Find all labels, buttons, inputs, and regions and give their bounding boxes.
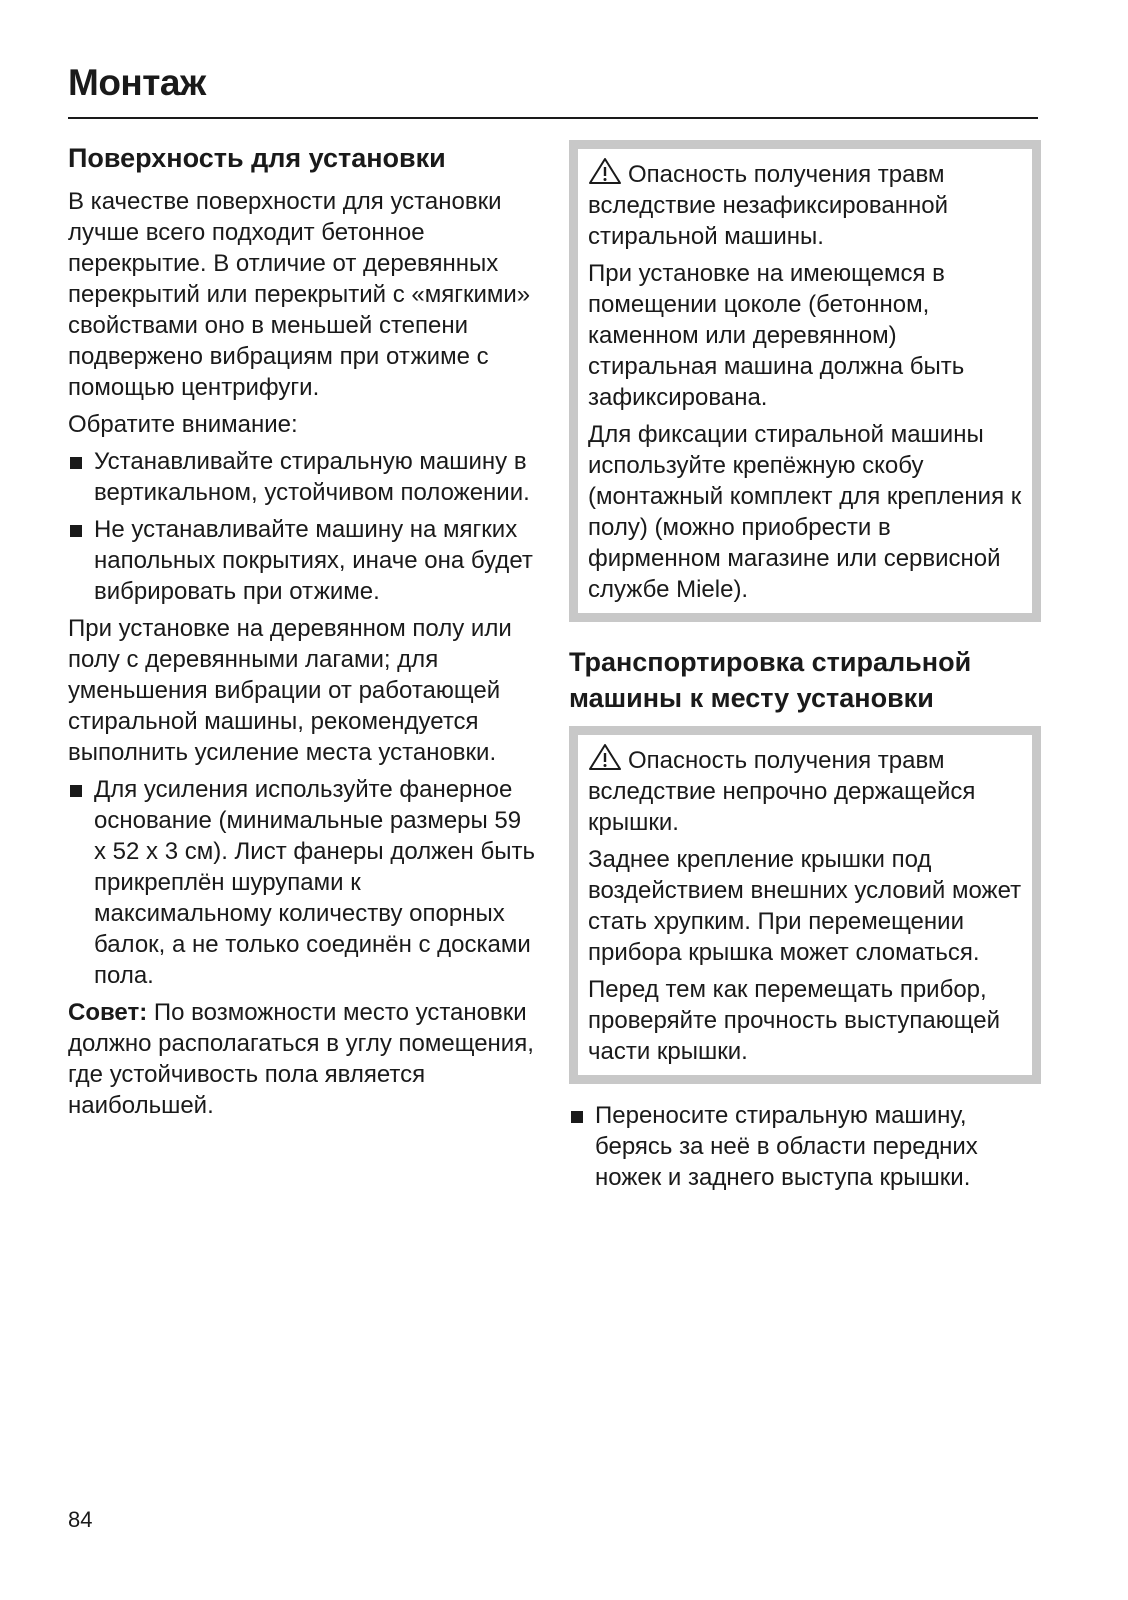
warning-paragraph: Перед тем как перемещать прибор, проверяйте прочность выступающей части крышки. (588, 976, 1001, 1065)
warning-box-unfixed-machine (569, 140, 1041, 622)
warning-title (588, 157, 1022, 252)
list-item-text: Переносите стиральную машину, берясь за неё в области передних ножек и заднего выступа крышки. (595, 1102, 978, 1191)
warning-paragraph: Для фиксации стиральной машины используйте крепёжную скобу (монтажный комплект для крепления к полу) (можно приобрести в фирменном магазине или сервисной службе Miele). (588, 421, 1022, 603)
warning-triangle-icon (588, 157, 622, 185)
list-item (68, 514, 538, 607)
warning-title-text: Опасность получения травм вследствие непрочно держащейся крышки. (588, 747, 976, 836)
list-item-text: Устанавливайте стиральную машину в вертикальном, устойчивом положении. (94, 448, 530, 506)
list-item (68, 446, 538, 508)
paragraph-wooden-floor: При установке на деревянном полу или полу с деревянными лагами; для уменьшения вибрации от работающей стиральной машины, рекомендуется выполнить усиление места установки. (68, 615, 512, 766)
warning-paragraph: При установке на имеющемся в помещении цоколе (бетонном, каменном или деревянном) стиральная машина должна быть зафиксирована. (588, 260, 965, 411)
section-heading-surface: Поверхность для установки (68, 143, 446, 173)
tip-text: По возможности место установки должно располагаться в углу помещения, где устойчивость пола является наибольшей. (68, 999, 534, 1119)
warning-title (588, 743, 1022, 838)
page-title: Монтаж (68, 62, 206, 103)
list-item-text: Не устанавливайте машину на мягких напольных покрытиях, иначе она будет вибрировать при отжиме. (94, 516, 533, 605)
list-item-text: Для усиления используйте фанерное основание (минимальные размеры 59 x 52 x 3 см). Лист фанеры должен быть прикреплён шурупами к максимальному количеству опорных балок, а не только соединён с досками пола. (94, 776, 535, 989)
list-item (68, 774, 538, 991)
right-column (569, 140, 1041, 1199)
warning-paragraph: Заднее крепление крышки под воздействием внешних условий может стать хрупким. При перемещении прибора крышка может сломаться. (588, 846, 1022, 966)
square-bullet-icon (70, 785, 82, 797)
square-bullet-icon (571, 1111, 583, 1123)
section-heading-transport: Транспортировка стиральной машины к месту установки (569, 647, 972, 713)
left-column (68, 140, 538, 1127)
square-bullet-icon (70, 457, 82, 469)
tip-label: Совет: (68, 999, 148, 1026)
square-bullet-icon (70, 525, 82, 537)
paragraph-tip (68, 997, 538, 1121)
title-divider (68, 117, 1038, 119)
paragraph-surface-intro: В качестве поверхности для установки лучше всего подходит бетонное перекрытие. В отличие от деревянных перекрытий или перекрытий с «мягкими» свойствами оно в меньшей степени подвержено вибрациям при отжиме с помощью центрифуги. (68, 188, 531, 401)
warning-triangle-icon (588, 743, 622, 771)
page-number: 84 (68, 1507, 93, 1532)
warning-box-lid (569, 726, 1041, 1084)
paragraph-attention: Обратите внимание: (68, 411, 298, 438)
warning-title-text: Опасность получения травм вследствие незафиксированной стиральной машины. (588, 161, 949, 250)
list-item (569, 1100, 1041, 1193)
